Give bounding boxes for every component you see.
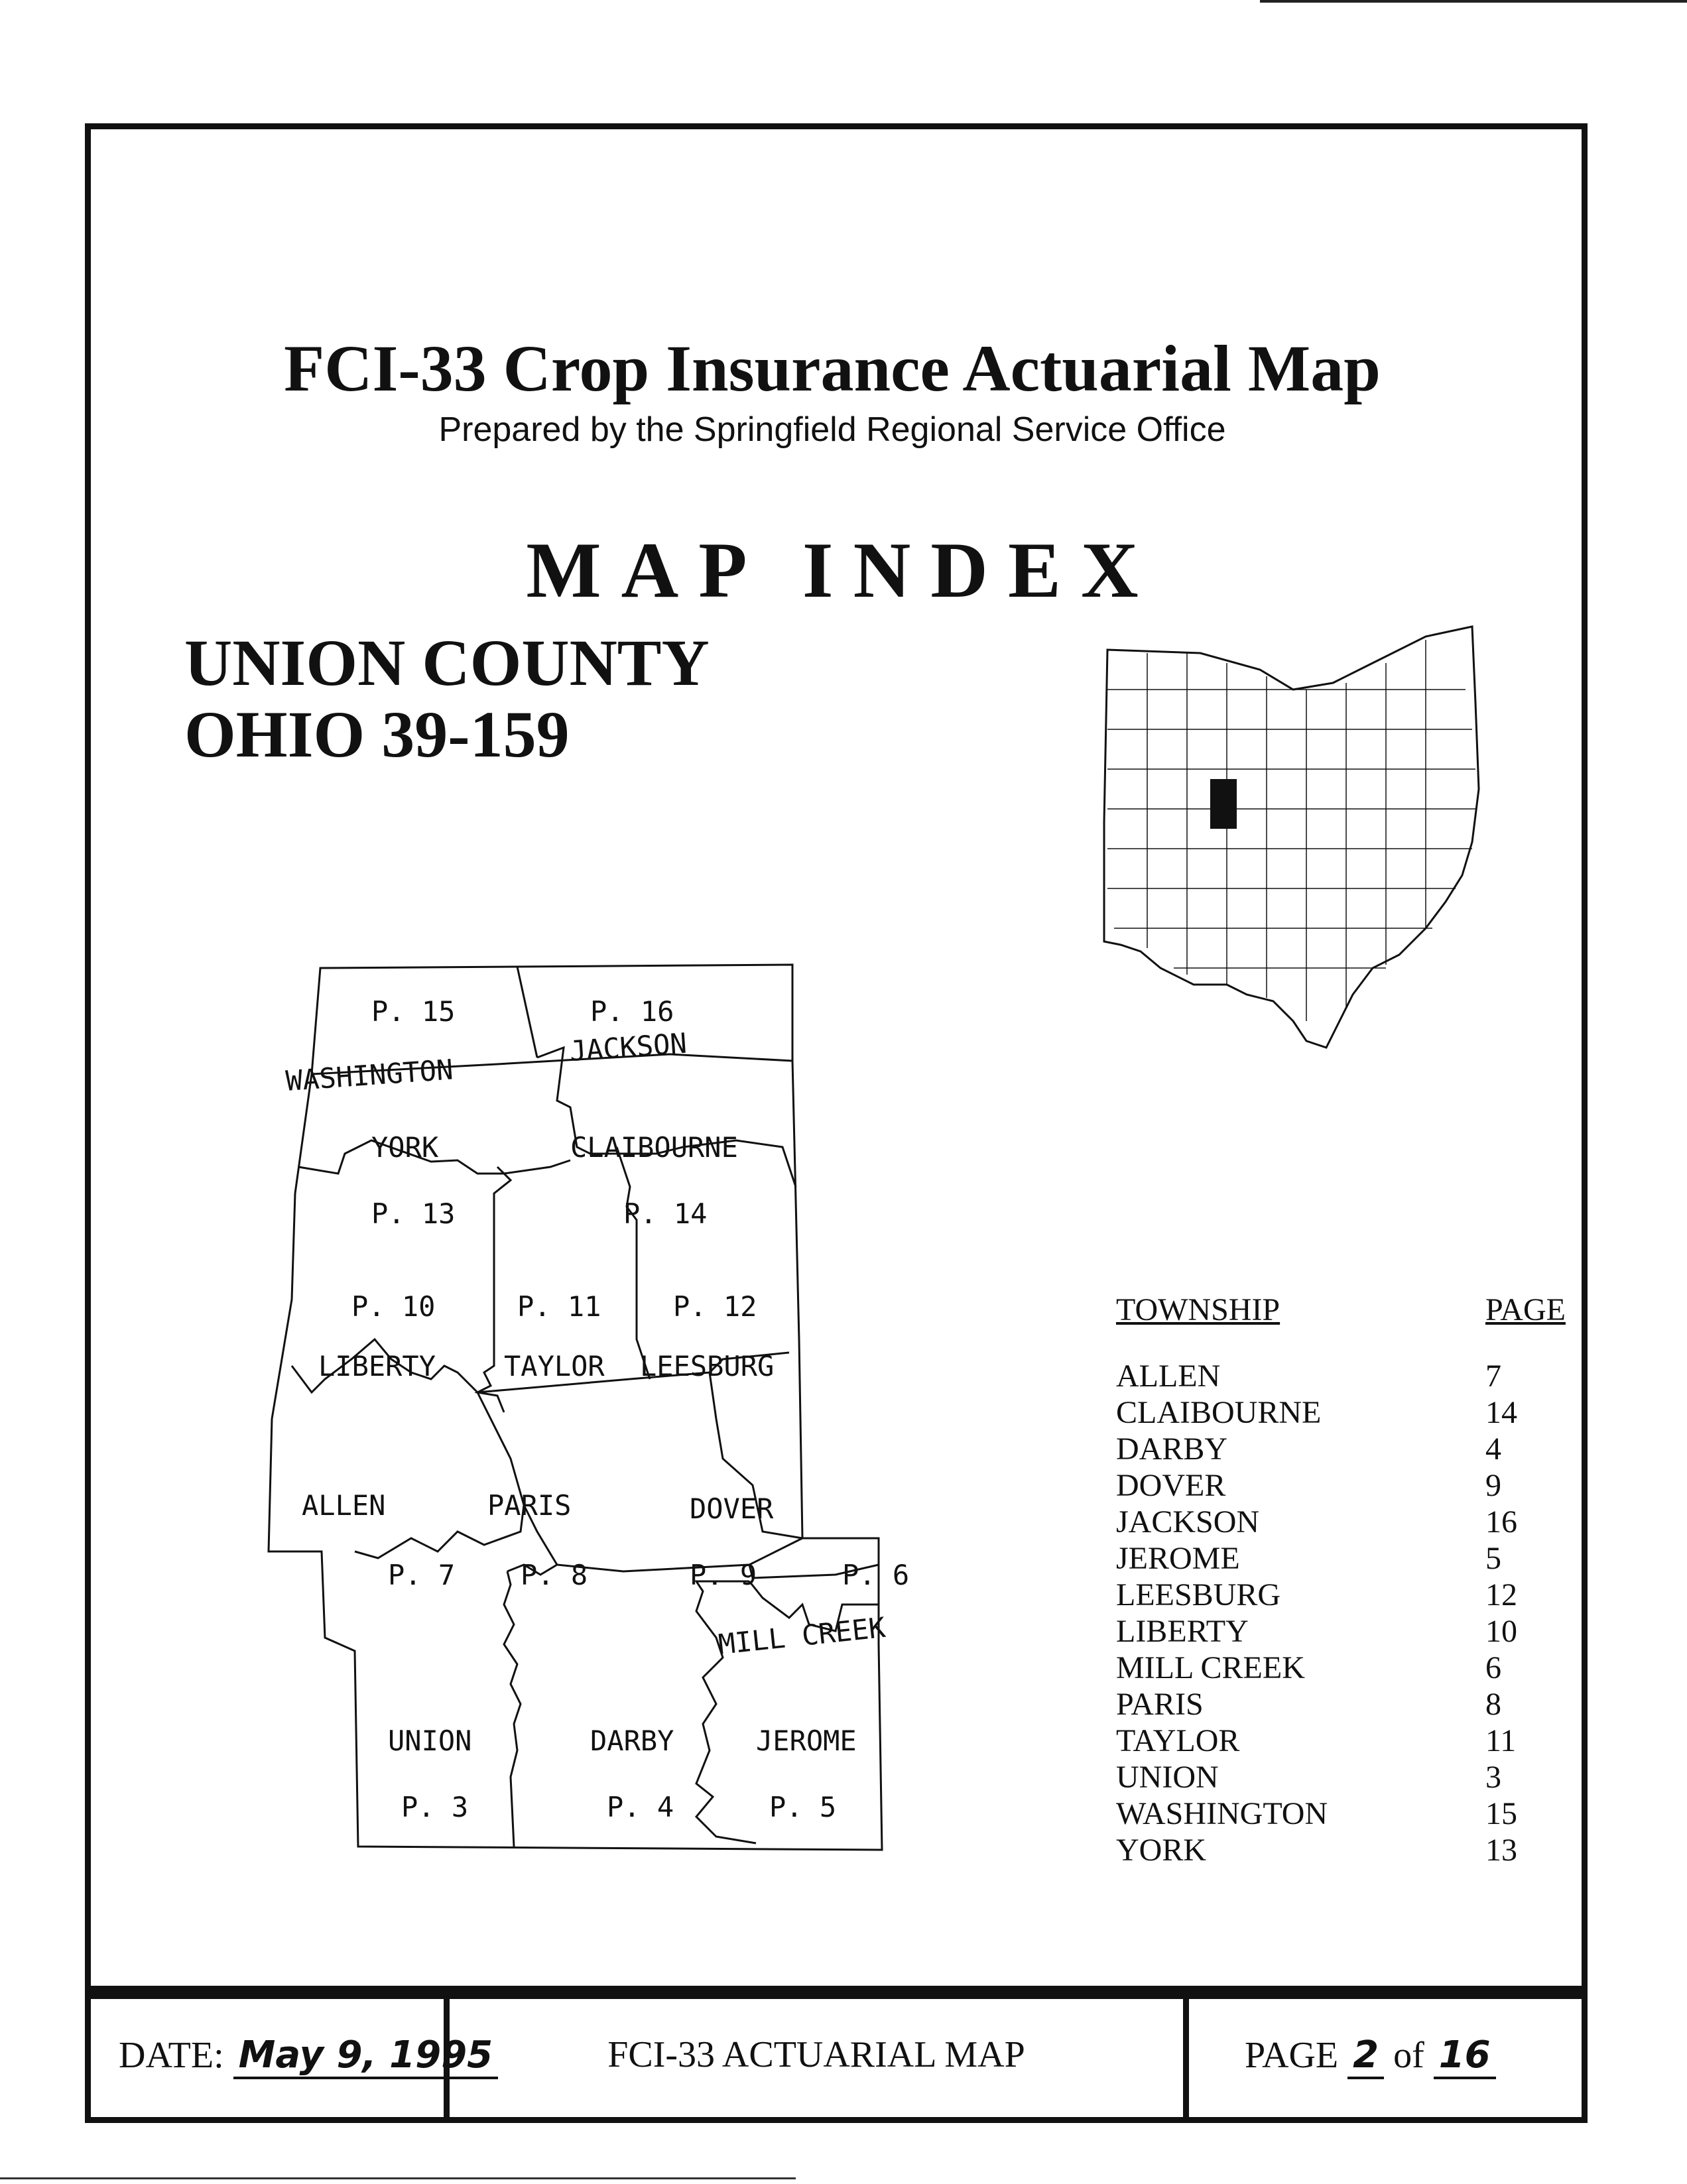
township-page-label: P. 7 bbox=[388, 1559, 456, 1591]
township-page-label: P. 4 bbox=[607, 1791, 674, 1823]
ohio-county-lines bbox=[1107, 640, 1475, 1021]
legend-page-number: 12 bbox=[1485, 1577, 1517, 1612]
legend-township-name: ALLEN bbox=[1116, 1359, 1221, 1394]
township-labels bbox=[284, 995, 909, 1823]
legend-township-name: JEROME bbox=[1116, 1541, 1240, 1576]
legend-rows bbox=[1116, 1358, 1580, 1868]
township-name-label: JEROME bbox=[756, 1725, 857, 1757]
township-name-label: PARIS bbox=[487, 1489, 572, 1522]
township-page-label: P. 16 bbox=[590, 995, 674, 1028]
legend-row bbox=[1116, 1795, 1580, 1832]
map-title: FCI-33 Crop Insurance Actuarial Map bbox=[284, 332, 1381, 405]
scan-edge-line bbox=[0, 2177, 796, 2179]
legend-township-name: LEESBURG bbox=[1116, 1577, 1281, 1612]
township-boundaries bbox=[269, 965, 882, 1850]
map-index-heading: MAP INDEX bbox=[526, 526, 1158, 614]
map-subtitle: Prepared by the Springfield Regional Service Office bbox=[438, 410, 1226, 449]
footer-title-box bbox=[444, 1993, 1189, 2123]
legend-page-number: 10 bbox=[1485, 1614, 1517, 1649]
legend-township-name: PARIS bbox=[1116, 1687, 1204, 1722]
footer-page-box bbox=[1183, 1993, 1588, 2123]
legend-page-number: 6 bbox=[1485, 1650, 1501, 1685]
legend-row bbox=[1116, 1504, 1580, 1540]
legend-header bbox=[1116, 1292, 1580, 1338]
footer-title: FCI-33 ACTUARIAL MAP bbox=[607, 2034, 1025, 2075]
legend-row bbox=[1116, 1759, 1580, 1795]
legend-township-name: LIBERTY bbox=[1116, 1614, 1249, 1649]
legend-row bbox=[1116, 1613, 1580, 1650]
township-name-label: LIBERTY bbox=[318, 1350, 436, 1382]
township-page-label: P. 8 bbox=[521, 1559, 588, 1591]
county-name: UNION COUNTY bbox=[184, 626, 710, 699]
union-county-township-map bbox=[259, 955, 948, 1863]
date-label: DATE: bbox=[119, 2035, 224, 2076]
legend-row bbox=[1116, 1431, 1580, 1467]
township-page-label: P. 12 bbox=[673, 1290, 757, 1323]
legend-page-number: 9 bbox=[1485, 1468, 1501, 1503]
legend-page-number: 7 bbox=[1485, 1359, 1501, 1394]
legend-row bbox=[1116, 1686, 1580, 1723]
legend-township-name: TAYLOR bbox=[1116, 1723, 1240, 1758]
township-page-label: P. 9 bbox=[690, 1559, 757, 1591]
legend-page-number: 3 bbox=[1485, 1760, 1501, 1795]
page-current: 2 bbox=[1347, 2033, 1384, 2079]
legend-township-name: CLAIBOURNE bbox=[1116, 1395, 1322, 1430]
township-page-label: P. 10 bbox=[351, 1290, 436, 1323]
date-value: May 9, 1995 bbox=[233, 2033, 498, 2079]
legend-township-name: YORK bbox=[1116, 1833, 1207, 1868]
township-name-label: JACKSON bbox=[568, 1026, 688, 1067]
legend-col-page: PAGE bbox=[1485, 1292, 1566, 1327]
legend-page-number: 11 bbox=[1485, 1723, 1517, 1758]
scan-edge-line bbox=[1260, 0, 1687, 3]
state-code: OHIO 39-159 bbox=[184, 698, 570, 771]
legend-row bbox=[1116, 1723, 1580, 1759]
legend-row bbox=[1116, 1650, 1580, 1686]
legend-township-name: DARBY bbox=[1116, 1431, 1228, 1467]
ohio-locator-map bbox=[1094, 623, 1492, 1061]
legend-page-number: 8 bbox=[1485, 1687, 1501, 1722]
township-page-label: P. 11 bbox=[517, 1290, 601, 1323]
township-page-label: P. 3 bbox=[401, 1791, 469, 1823]
legend-page-number: 16 bbox=[1485, 1504, 1517, 1540]
township-name-label: DOVER bbox=[690, 1492, 774, 1525]
township-page-label: P. 14 bbox=[623, 1197, 708, 1230]
township-name-label: YORK bbox=[371, 1131, 439, 1164]
page-total: 16 bbox=[1434, 2033, 1496, 2079]
legend-township-name: WASHINGTON bbox=[1116, 1796, 1328, 1831]
township-name-label: UNION bbox=[388, 1725, 472, 1757]
footer-date-box bbox=[85, 1993, 493, 2123]
township-page-label: P. 5 bbox=[769, 1791, 837, 1823]
legend-page-number: 13 bbox=[1485, 1833, 1517, 1868]
township-name-label: ALLEN bbox=[302, 1489, 386, 1522]
township-name-label: LEESBURG bbox=[640, 1350, 775, 1382]
legend-township-name: DOVER bbox=[1116, 1468, 1226, 1503]
legend-township-name: MILL CREEK bbox=[1116, 1650, 1305, 1685]
township-name-label: TAYLOR bbox=[504, 1350, 605, 1382]
legend-page-number: 4 bbox=[1485, 1431, 1501, 1467]
township-page-label: P. 15 bbox=[371, 995, 456, 1028]
township-page-label: P. 13 bbox=[371, 1197, 456, 1230]
legend-row bbox=[1116, 1358, 1580, 1394]
legend-row bbox=[1116, 1540, 1580, 1577]
legend-row bbox=[1116, 1394, 1580, 1431]
page-label: PAGE bbox=[1245, 2035, 1339, 2076]
legend-row bbox=[1116, 1577, 1580, 1613]
township-page-legend bbox=[1116, 1292, 1580, 1868]
legend-row bbox=[1116, 1467, 1580, 1504]
legend-page-number: 15 bbox=[1485, 1796, 1517, 1831]
township-name-label: DARBY bbox=[590, 1725, 674, 1757]
union-county-highlight bbox=[1210, 779, 1237, 829]
township-name-label: WASHINGTON bbox=[284, 1053, 454, 1097]
township-name-label: MILL CREEK bbox=[716, 1610, 887, 1661]
township-page-label: P. 6 bbox=[842, 1559, 910, 1591]
legend-row bbox=[1116, 1832, 1580, 1868]
page-of: of bbox=[1393, 2035, 1424, 2076]
legend-page-number: 14 bbox=[1485, 1395, 1517, 1430]
legend-township-name: JACKSON bbox=[1116, 1504, 1260, 1540]
township-name-label: CLAIBOURNE bbox=[570, 1131, 738, 1164]
legend-page-number: 5 bbox=[1485, 1541, 1501, 1576]
legend-township-name: UNION bbox=[1116, 1760, 1219, 1795]
legend-col-township: TOWNSHIP bbox=[1116, 1292, 1281, 1327]
